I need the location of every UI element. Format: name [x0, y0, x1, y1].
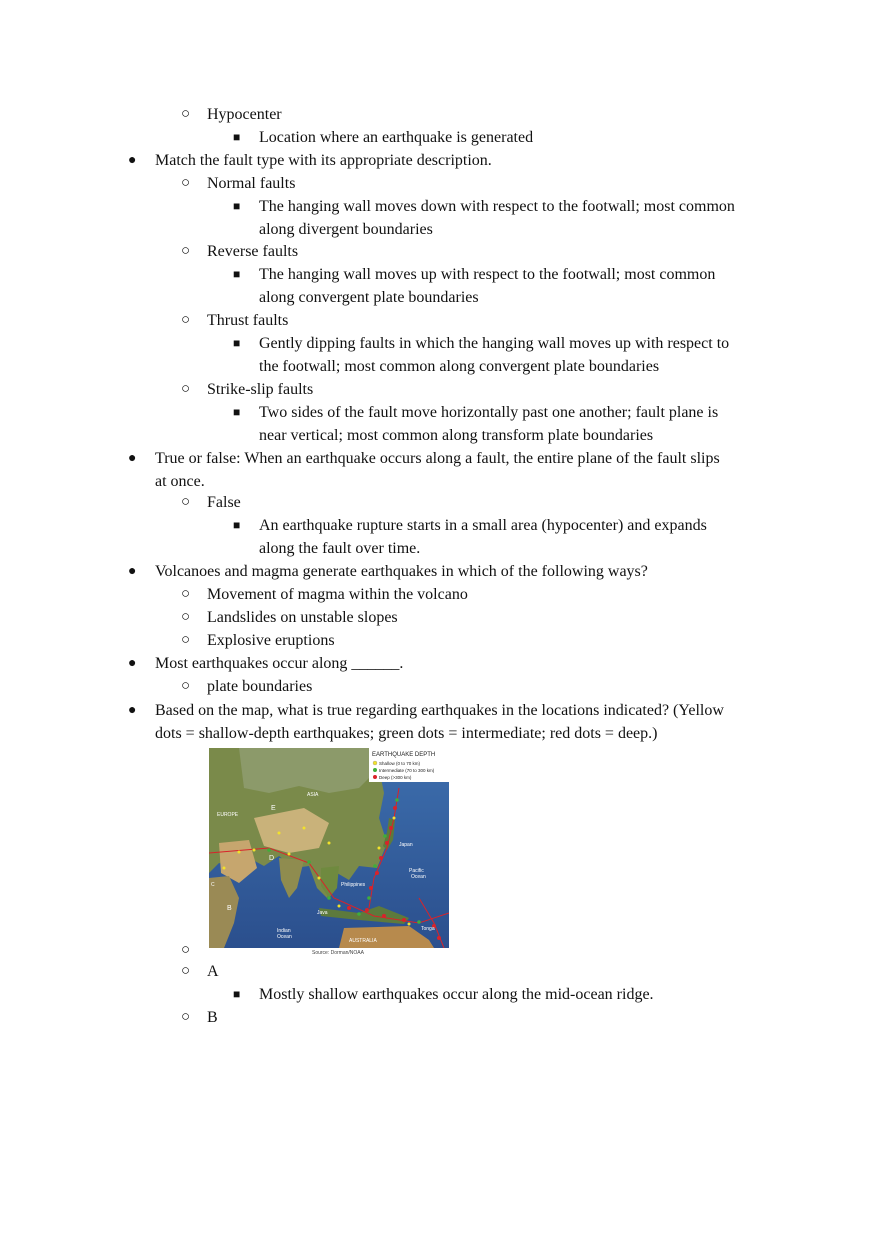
- legend-shallow: Shallow (0 to 70 km): [379, 761, 421, 766]
- list-bullet-hollow: ○: [181, 175, 191, 191]
- list-item-definition: along convergent plate boundaries: [259, 289, 479, 306]
- answer-text: Landslides on unstable slopes: [207, 609, 398, 626]
- list-bullet-hollow: ○: [181, 1009, 191, 1025]
- siberia-landmass: [239, 748, 374, 793]
- list-bullet-filled: ●: [128, 703, 137, 718]
- list-bullet-hollow: ○: [181, 381, 191, 397]
- list-bullet-hollow: ○: [181, 312, 191, 328]
- list-bullet-hollow: ○: [181, 632, 191, 648]
- map-label-europe: EUROPE: [217, 812, 239, 818]
- map-label-pacific: Pacific: [409, 868, 424, 874]
- map-label-australia: AUSTRALIA: [349, 938, 377, 944]
- map-label-asia: ASIA: [307, 792, 319, 798]
- map-label-japan: Japan: [399, 842, 413, 848]
- question-text: at once.: [155, 473, 205, 490]
- list-bullet-filled: ●: [128, 451, 137, 466]
- list-bullet-square: ■: [233, 336, 241, 350]
- question-text: Match the fault type with its appropriate description.: [155, 152, 492, 169]
- legend-title: EARTHQUAKE DEPTH: [372, 752, 436, 758]
- answer-text: plate boundaries: [207, 678, 313, 695]
- list-bullet-square: ■: [233, 267, 241, 281]
- map-marker-d: D: [269, 855, 275, 862]
- list-item-definition: The hanging wall moves up with respect to the footwall; most common: [259, 266, 716, 283]
- option-label-b: B: [207, 1009, 218, 1026]
- answer-text: Explosive eruptions: [207, 632, 335, 649]
- list-item-definition: near vertical; most common along transform plate boundaries: [259, 427, 654, 444]
- list-bullet-filled: ●: [128, 656, 137, 671]
- list-bullet-hollow: ○: [181, 678, 191, 694]
- list-item-definition: along divergent boundaries: [259, 221, 433, 238]
- map-label-philippines: Philippines: [341, 882, 366, 888]
- list-bullet-hollow: ○: [181, 963, 191, 979]
- list-bullet-hollow: ○: [181, 243, 191, 259]
- list-item-term: Reverse faults: [207, 243, 299, 260]
- legend-swatch-shallow: [373, 761, 377, 765]
- list-bullet-hollow: ○: [181, 609, 191, 625]
- legend-swatch-intermediate: [373, 768, 377, 772]
- map-marker-e: E: [271, 805, 276, 812]
- list-item-term: Thrust faults: [207, 312, 289, 329]
- map-label-indian: Indian: [277, 928, 291, 934]
- list-bullet-hollow: ○: [181, 586, 191, 602]
- list-item-term: Strike-slip faults: [207, 381, 314, 398]
- map-label-ocean: Ocean: [411, 874, 426, 880]
- earthquake-depth-map: [209, 748, 449, 948]
- legend-intermediate: Intermediate (70 to 300 km): [379, 768, 435, 773]
- list-bullet-square: ■: [233, 987, 241, 1001]
- map-label-indian-ocean: Ocean: [277, 934, 292, 940]
- list-bullet-square: ■: [233, 130, 241, 144]
- answer-explanation: An earthquake rupture starts in a small area (hypocenter) and expands: [259, 517, 707, 534]
- list-item-term: Hypocenter: [207, 106, 282, 123]
- list-bullet-hollow: ○: [181, 106, 191, 122]
- list-bullet-square: ■: [233, 405, 241, 419]
- list-item-term: Normal faults: [207, 175, 296, 192]
- option-label-a: A: [207, 963, 219, 980]
- legend-deep: Deep (>300 km): [379, 775, 412, 780]
- map-marker-c: C: [211, 882, 215, 888]
- map-label-java: Java: [317, 910, 328, 916]
- list-bullet-square: ■: [233, 199, 241, 213]
- question-text: True or false: When an earthquake occurs along a fault, the entire plane of the fault slips: [155, 450, 720, 467]
- list-item-definition: Location where an earthquake is generated: [259, 129, 534, 146]
- question-text: Volcanoes and magma generate earthquakes in which of the following ways?: [155, 563, 648, 580]
- map-credit: Source: Dorman/NOAA: [312, 950, 364, 956]
- list-item-definition: The hanging wall moves down with respect to the footwall; most common: [259, 198, 735, 215]
- list-bullet-filled: ●: [128, 153, 137, 168]
- list-bullet-filled: ●: [128, 564, 137, 579]
- list-item-definition: Two sides of the fault move horizontally past one another; fault plane is: [259, 404, 719, 421]
- question-text: Most earthquakes occur along ______.: [155, 655, 404, 672]
- list-bullet-square: ■: [233, 518, 241, 532]
- list-bullet-hollow: ○: [181, 942, 191, 958]
- option-a-text: Mostly shallow earthquakes occur along the mid-ocean ridge.: [259, 986, 654, 1003]
- answer-text: False: [207, 494, 241, 511]
- question-text: dots = shallow-depth earthquakes; green dots = intermediate; red dots = deep.): [155, 725, 658, 742]
- answer-text: Movement of magma within the volcano: [207, 586, 468, 603]
- list-bullet-hollow: ○: [181, 494, 191, 510]
- map-marker-b: B: [227, 905, 232, 912]
- map-label-tonga: Tonga: [421, 926, 435, 932]
- question-text: Based on the map, what is true regarding earthquakes in the locations indicated? (Yellow: [155, 702, 724, 719]
- map-graphic: [209, 748, 449, 948]
- answer-explanation: along the fault over time.: [259, 540, 421, 557]
- list-item-definition: the footwall; most common along convergent plate boundaries: [259, 358, 660, 375]
- legend-swatch-deep: [373, 775, 377, 779]
- list-item-definition: Gently dipping faults in which the hanging wall moves up with respect to: [259, 335, 730, 352]
